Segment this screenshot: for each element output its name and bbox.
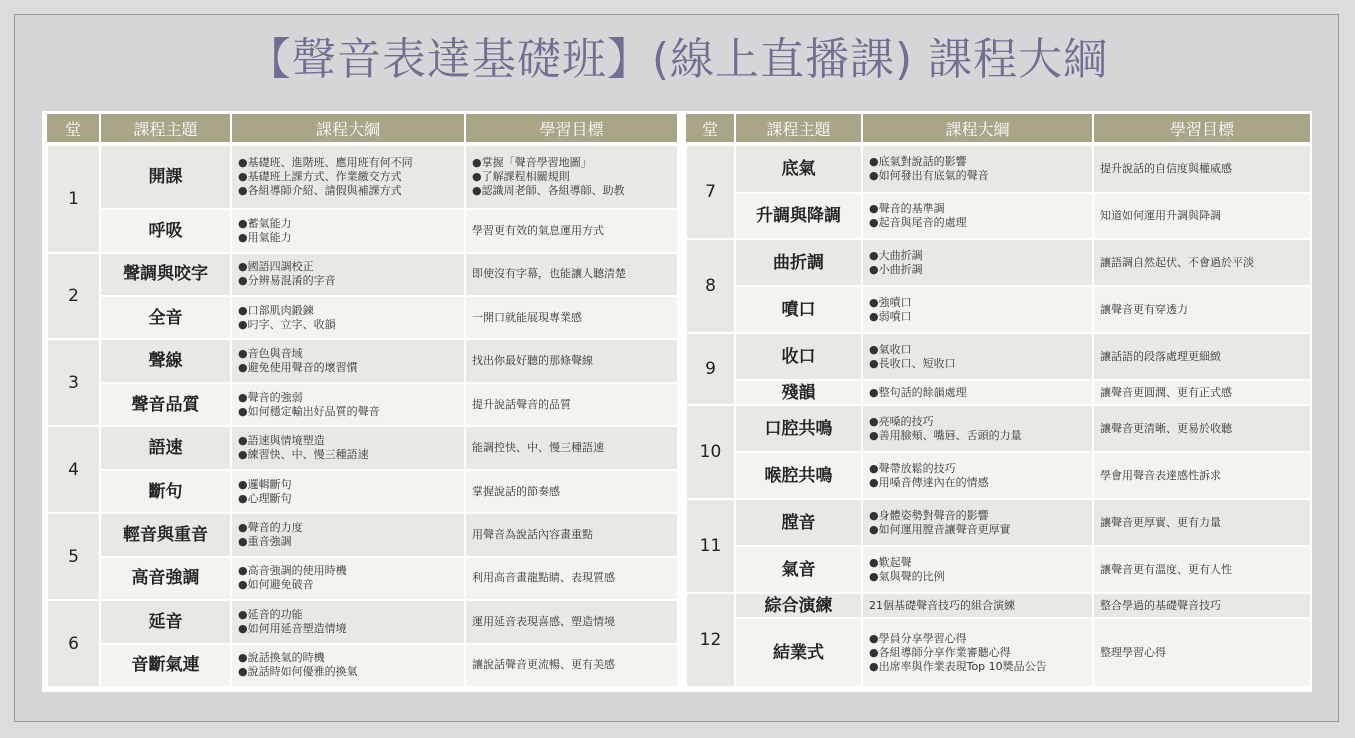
outline-item: ●各組導師分享作業審聽心得 [869,645,1011,659]
table-row [686,144,1311,193]
goal-item: 整理學習心得 [1100,645,1166,659]
goal-item: 整合學過的基礎聲音技巧 [1100,598,1221,612]
lesson-topic: 呼吸 [100,209,231,252]
outline-item: ●如何發出有底氣的聲音 [869,168,989,182]
outline-item: ●學員分享學習心得 [869,631,967,645]
table-header-row [47,114,678,144]
header-outline: 課程大綱 [862,114,1093,144]
lesson-goal [1093,452,1311,499]
lesson-outline [231,600,465,643]
outline-item: ●長收口、短收口 [869,356,956,370]
table-row [686,333,1311,380]
table-row [47,600,678,643]
goal-item: 用聲音為說話內容畫重點 [472,527,593,541]
goal-item: 學會用聲音表達感性訴求 [1100,468,1221,482]
goal-item: 學習更有效的氣息運用方式 [472,223,604,237]
header-goal: 學習目標 [465,114,678,144]
goal-item: 提升說話聲音的品質 [472,397,571,411]
goal-item: 讓聲音更圓潤、更有正式感 [1100,385,1232,399]
outline-item: ●分辨易混淆的字音 [238,274,336,288]
lesson-goal [1093,193,1311,240]
table-row [47,339,678,382]
goal-item: 提升說話的自信度與權威感 [1100,161,1232,175]
outline-item: ●聲音的基準調 [869,201,945,215]
session-number: 7 [686,144,735,239]
lesson-goal [1093,144,1311,193]
table-row [686,239,1311,286]
table-row [47,470,678,513]
syllabus-table-left [46,114,679,688]
lesson-goal [465,513,678,556]
outline-item: ●如何穩定輸出好品質的聲音 [238,404,380,418]
table-row [686,193,1311,240]
lesson-topic: 輕音與重音 [100,513,231,556]
lesson-goal [465,383,678,426]
lesson-outline [231,426,465,469]
lesson-topic: 音斷氣連 [100,644,231,687]
lesson-outline [862,618,1093,687]
goal-item: 運用延音表現喜感、塑造情境 [472,614,615,628]
session-number: 12 [686,593,735,687]
outline-item: ●亮嗓的技巧 [869,414,934,428]
table-row [686,593,1311,618]
header-session: 堂 [686,114,735,144]
header-session: 堂 [47,114,100,144]
lesson-outline [862,333,1093,380]
outline-item: ●聲音的強弱 [238,390,303,404]
table-row [47,253,678,296]
outline-item: ●小曲折調 [869,262,923,276]
table-row [686,499,1311,546]
goal-item: 讓說話聲音更流暢、更有美感 [472,658,615,672]
session-number: 4 [47,426,100,513]
outline-item: ●基礎班、進階班、應用班有何不同 [238,156,413,170]
lesson-topic: 聲線 [100,339,231,382]
lesson-topic: 聲音品質 [100,383,231,426]
outline-item: ●重音強調 [238,534,292,548]
session-number: 3 [47,339,100,426]
header-goal: 學習目標 [1093,114,1311,144]
session-number: 11 [686,499,735,593]
goal-item: 即使沒有字幕，也能讓人聽清楚 [472,267,626,281]
outline-item: ●國語四調校正 [238,260,314,274]
table-row [686,405,1311,452]
session-number: 2 [47,253,100,340]
lesson-goal [1093,380,1311,405]
lesson-topic: 底氣 [735,144,862,193]
lesson-goal [1093,239,1311,286]
goal-item: 知道如何運用升調與降調 [1100,208,1221,222]
lesson-goal [1093,499,1311,546]
lesson-topic: 延音 [100,600,231,643]
outline-item: ●聲帶放鬆的技巧 [869,461,956,475]
outline-item: ●如何用延音塑造情境 [238,621,347,635]
header-topic: 課程主題 [735,114,862,144]
lesson-goal [1093,405,1311,452]
outline-item: ●如何運用膛音讓聲音更厚實 [869,522,1011,536]
lesson-outline [862,499,1093,546]
lesson-outline [231,296,465,339]
table-row [686,286,1311,333]
table-row [686,618,1311,687]
outline-item: ●蓄氣能力 [238,216,292,230]
outline-item: ●用嗓音傳達內在的情感 [869,475,989,489]
lesson-goal [465,253,678,296]
outline-item: ●避免使用聲音的壞習慣 [238,361,358,375]
lesson-topic: 斷句 [100,470,231,513]
lesson-topic: 口腔共鳴 [735,405,862,452]
table-row [47,644,678,687]
lesson-outline [231,470,465,513]
lesson-outline [862,405,1093,452]
syllabus-table-right [685,114,1312,688]
outline-item: ●說話換氣的時機 [238,651,325,665]
lesson-topic: 殘韻 [735,380,862,405]
goal-item: 掌握說話的節奏感 [472,484,560,498]
header-outline: 課程大綱 [231,114,465,144]
lesson-outline [231,339,465,382]
outline-item: ●身體姿勢對聲音的影響 [869,508,989,522]
table-row [47,513,678,556]
header-topic: 課程主題 [100,114,231,144]
outline-item: ●強噴口 [869,295,912,309]
outline-item: ●口部肌肉鍛鍊 [238,303,314,317]
outline-item: ●邏輯斷句 [238,477,292,491]
goal-item: 一開口就能展現專業感 [472,310,582,324]
session-number: 8 [686,239,735,333]
goal-item: 讓聲音更有溫度、更有人性 [1100,562,1232,576]
lesson-topic: 綜合演練 [735,593,862,618]
outline-item: ●氣收口 [869,342,912,356]
outline-item: ●練習快、中、慢三種語速 [238,448,369,462]
outline-item: ●音色與音域 [238,347,303,361]
lesson-outline [862,593,1093,618]
goal-item: ●認識周老師、各組導師、助教 [472,184,625,198]
outline-item: ●歎起聲 [869,555,912,569]
lesson-goal [465,426,678,469]
lesson-goal [1093,546,1311,593]
lesson-topic: 語速 [100,426,231,469]
lesson-topic: 高音強調 [100,557,231,600]
session-number: 1 [47,144,100,253]
lesson-goal [465,144,678,209]
lesson-outline [862,193,1093,240]
outline-item: ●氣與聲的比例 [869,569,945,583]
lesson-outline [862,380,1093,405]
session-number: 6 [47,600,100,687]
outline-item: ●叼字、立字、收韻 [238,317,336,331]
outline-item: ●延音的功能 [238,607,303,621]
lesson-outline [231,557,465,600]
lesson-topic: 喉腔共鳴 [735,452,862,499]
outline-item: ●弱噴口 [869,309,912,323]
syllabus-sheet [42,111,1312,692]
outline-item: ●語速與情境塑造 [238,434,325,448]
table-row [47,383,678,426]
outline-item: ●基礎班上課方式、作業繳交方式 [238,170,402,184]
lesson-goal [1093,593,1311,618]
outline-item: ●出席率與作業表現Top 10獎品公告 [869,659,1047,673]
outline-item: ●心理斷句 [238,491,292,505]
lesson-topic: 曲折調 [735,239,862,286]
outline-item: ●聲音的力度 [238,520,303,534]
lesson-goal [1093,286,1311,333]
lesson-topic: 膛音 [735,499,862,546]
table-row [47,557,678,600]
lesson-topic: 全音 [100,296,231,339]
lesson-goal [465,339,678,382]
goal-item: 讓聲音更厚實、更有力量 [1100,515,1221,529]
goal-item: ●了解課程相關規則 [472,170,570,184]
outline-item: ●整句話的餘韻處理 [869,385,967,399]
table-row [686,546,1311,593]
outline-item: ●各組導師介紹、請假與補課方式 [238,184,402,198]
lesson-goal [465,644,678,687]
table-row [47,209,678,252]
goal-item: 讓語調自然起伏、不會過於平淡 [1100,255,1254,269]
lesson-outline [862,452,1093,499]
lesson-outline [862,239,1093,286]
outline-item: ●說話時如何優雅的換氣 [238,665,358,679]
outline-item: ●用氣能力 [238,230,292,244]
lesson-topic: 聲調與咬字 [100,253,231,296]
table-row [47,426,678,469]
lesson-goal [465,296,678,339]
lesson-goal [465,209,678,252]
goal-item: 找出你最好聽的那條聲線 [472,354,593,368]
lesson-outline [231,644,465,687]
outline-item: 21個基礎聲音技巧的組合演練 [869,598,1015,612]
lesson-goal [465,470,678,513]
lesson-outline [231,144,465,209]
table-header-row [686,114,1311,144]
session-number: 5 [47,513,100,600]
lesson-goal [1093,333,1311,380]
goal-item: ●掌握「聲音學習地圖」 [472,156,592,170]
goal-item: 能調控快、中、慢三種語速 [472,441,604,455]
goal-item: 利用高音畫龍點睛、表現質感 [472,571,615,585]
table-row [686,452,1311,499]
goal-item: 讓聲音更有穿透力 [1100,302,1188,316]
table-row [47,144,678,209]
lesson-goal [465,557,678,600]
page-title: 【聲音表達基礎班】(線上直播課) 課程大綱 [246,34,1109,85]
lesson-topic: 結業式 [735,618,862,687]
lesson-outline [862,286,1093,333]
goal-item: 讓話語的段落處理更細緻 [1100,349,1221,363]
goal-item: 讓聲音更清晰、更易於收聽 [1100,421,1232,435]
outline-item: ●善用臉頰、嘴唇、舌頭的力量 [869,428,1022,442]
lesson-outline [231,209,465,252]
session-number: 10 [686,405,735,499]
outline-item: ●如何避免破音 [238,578,314,592]
lesson-topic: 噴口 [735,286,862,333]
outline-item: ●高音強調的使用時機 [238,564,347,578]
lesson-topic: 升調與降調 [735,193,862,240]
lesson-outline [862,546,1093,593]
lesson-outline [231,513,465,556]
lesson-topic: 開課 [100,144,231,209]
session-number: 9 [686,333,735,405]
lesson-outline [231,383,465,426]
table-row [47,296,678,339]
lesson-topic: 收口 [735,333,862,380]
lesson-goal [1093,618,1311,687]
outline-item: ●底氣對說話的影響 [869,154,967,168]
lesson-outline [862,144,1093,193]
lesson-outline [231,253,465,296]
outline-item: ●大曲折調 [869,248,923,262]
outline-item: ●起音與尾音的處理 [869,215,967,229]
table-row [686,380,1311,405]
lesson-goal [465,600,678,643]
lesson-topic: 氣音 [735,546,862,593]
